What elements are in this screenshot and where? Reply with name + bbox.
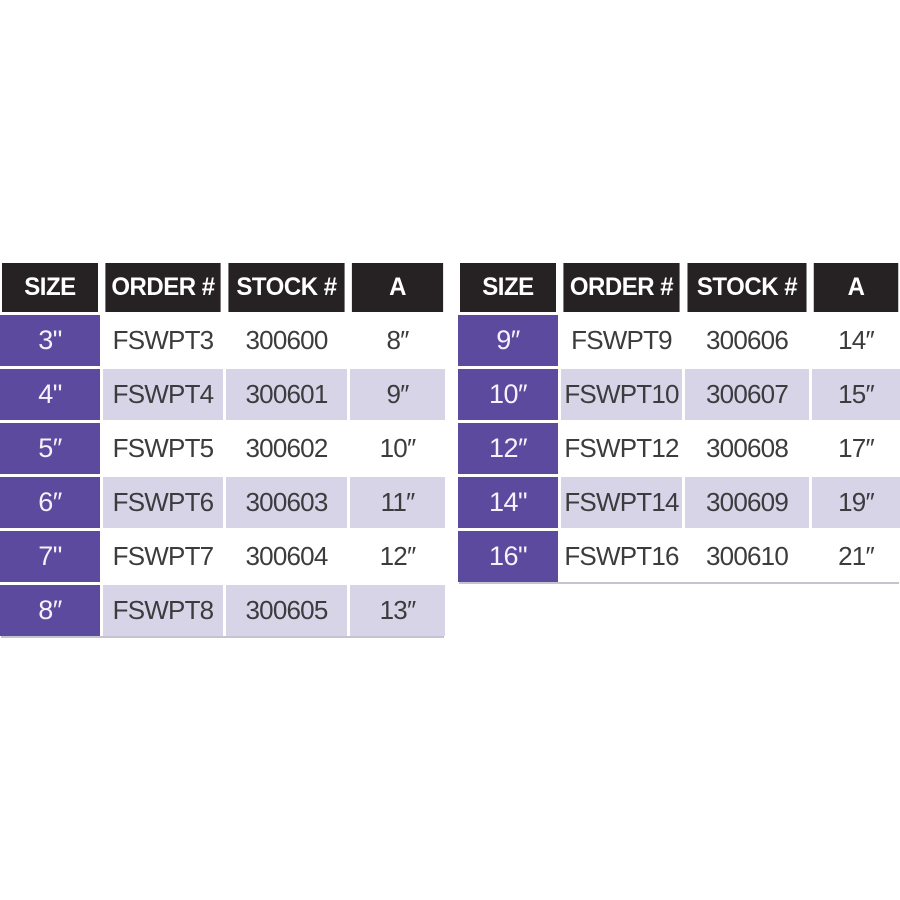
order-cell: FSWPT6 xyxy=(103,477,223,528)
a-cell: 12″ xyxy=(350,531,445,582)
size-cell: 14" xyxy=(458,477,558,528)
size-cell: 5″ xyxy=(0,423,100,474)
header-cell-order: ORDER # xyxy=(563,263,679,312)
order-cell: FSWPT12 xyxy=(561,423,682,474)
size-cell: 10″ xyxy=(458,369,558,420)
header-cell-size: SIZE xyxy=(2,263,98,312)
order-cell: FSWPT4 xyxy=(103,369,223,420)
stock-cell: 300610 xyxy=(685,531,809,582)
size-cell: 9″ xyxy=(458,315,558,366)
a-cell: 17″ xyxy=(812,423,900,474)
order-cell: FSWPT10 xyxy=(561,369,682,420)
stock-cell: 300606 xyxy=(685,315,809,366)
stock-cell: 300601 xyxy=(226,369,347,420)
order-cell: FSWPT7 xyxy=(103,531,223,582)
header-cell-a: A xyxy=(352,263,443,312)
a-cell: 19″ xyxy=(812,477,900,528)
stock-cell: 300602 xyxy=(226,423,347,474)
a-cell: 9″ xyxy=(350,369,445,420)
order-cell: FSWPT16 xyxy=(561,531,682,582)
spec-table-right xyxy=(458,263,900,582)
a-cell: 13″ xyxy=(350,585,445,636)
header-cell-a: A xyxy=(814,263,898,312)
stock-cell: 300609 xyxy=(685,477,809,528)
size-cell: 4" xyxy=(0,369,100,420)
size-cell: 3" xyxy=(0,315,100,366)
header-cell-stock: STOCK # xyxy=(228,263,344,312)
a-cell: 15″ xyxy=(812,369,900,420)
stock-cell: 300608 xyxy=(685,423,809,474)
stock-cell: 300600 xyxy=(226,315,347,366)
order-cell: FSWPT8 xyxy=(103,585,223,636)
order-cell: FSWPT3 xyxy=(103,315,223,366)
a-cell: 21″ xyxy=(812,531,900,582)
a-cell: 10″ xyxy=(350,423,445,474)
order-cell: FSWPT14 xyxy=(561,477,682,528)
header-cell-size: SIZE xyxy=(460,263,556,312)
header-cell-order: ORDER # xyxy=(105,263,220,312)
stock-cell: 300607 xyxy=(685,369,809,420)
a-cell: 11″ xyxy=(350,477,445,528)
size-cell: 12″ xyxy=(458,423,558,474)
size-cell: 8″ xyxy=(0,585,100,636)
header-cell-stock: STOCK # xyxy=(687,263,806,312)
order-cell: FSWPT5 xyxy=(103,423,223,474)
order-cell: FSWPT9 xyxy=(561,315,682,366)
size-cell: 16" xyxy=(458,531,558,582)
a-cell: 14″ xyxy=(812,315,900,366)
size-cell: 7" xyxy=(0,531,100,582)
stock-cell: 300604 xyxy=(226,531,347,582)
a-cell: 8″ xyxy=(350,315,445,366)
spec-table-left xyxy=(0,263,445,636)
stock-cell: 300605 xyxy=(226,585,347,636)
size-cell: 6″ xyxy=(0,477,100,528)
stock-cell: 300603 xyxy=(226,477,347,528)
